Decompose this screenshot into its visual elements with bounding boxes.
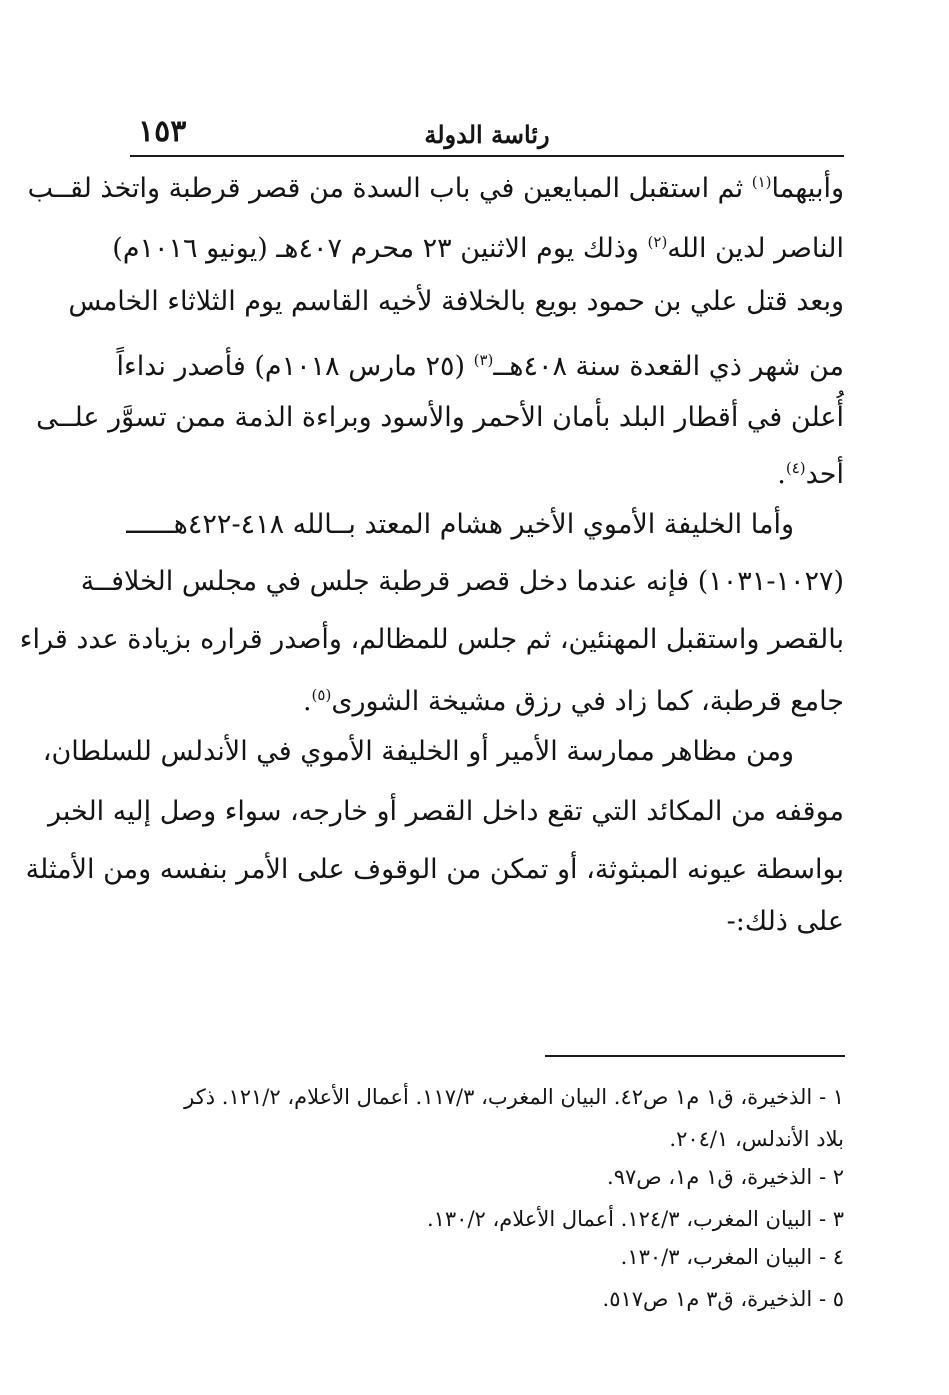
body-line: أُعلن في أقطار البلد بأمان الأحمر والأسود وبراءة الذمة ممن تسوَّر علــى [36,402,844,433]
footnote: ٣ - البيان المغرب، ١٢٤/٣. أعمال الأعلام، ١٣٠/٢. [426,1207,844,1231]
footnote: ٢ - الذخيرة، ق١ م١، ص٩٧. [607,1165,844,1189]
footnote: ٤ - البيان المغرب، ١٣٠/٣. [620,1245,844,1269]
footnote-ref: (١) [751,173,772,191]
body-line: وأما الخليفة الأموي الأخير هشام المعتد بــالله ٤١٨-٤٢٢هــــــ [126,509,794,540]
body-line: ومن مظاهر ممارسة الأمير أو الخليفة الأموي في الأندلس للسلطان، [42,736,794,767]
page-number: ١٥٣ [138,114,187,149]
header-rule [130,155,844,157]
footnote: ٥ - الذخيرة، ق٣ م١ ص٥١٧. [602,1287,844,1311]
footnote-ref: (٢) [647,233,668,251]
page-header [130,112,844,156]
body-line: وبعد قتل علي بن حمود بويع بالخلافة لأخيه القاسم يوم الثلاثاء الخامس [68,286,844,317]
footnote-ref: (٣) [473,351,494,369]
footnote-ref: (٤) [785,459,806,477]
body-line: على ذلك:- [726,906,844,937]
footnote-rule [545,1055,845,1057]
body-line: أحد$^{(٤)}$. [777,459,844,490]
body-line: الناصر لدين الله$^{(٢)}$ وذلك يوم الاثنين ٢٣ محرم ٤٠٧هـ (يونيو ١٠١٦م) [112,233,844,264]
body-line: وأبيهما$^{(١)}$ ثم استقبل المبايعين في باب السدة من قصر قرطبة واتخذ لقــب [27,173,844,204]
body-line: موقفه من المكائد التي تقع داخل القصر أو خارجه، سواء وصل إليه الخبر [47,796,844,827]
body-line: بواسطة عيونه المبثوثة، أو تمكن من الوقوف على الأمر بنفسه ومن الأمثلة [25,854,844,885]
body-line: من شهر ذي القعدة سنة ٤٠٨هــ$^{(٣)}$ (٢٥ مارس ١٠١٨م) فأصدر نداءاً [116,351,844,382]
body-line: جامع قرطبة، كما زاد في رزق مشيخة الشورى$^{(٥)}$. [302,686,844,717]
body-line: (١٠٢٧-١٠٣١) فإنه عندما دخل قصر قرطبة جلس في مجلس الخلافــة [80,566,844,597]
footnote: ١ - الذخيرة، ق١ م١ ص٤٢. البيان المغرب، ١١٧/٣. أعمال الأعلام، ١٢١/٢. ذكر [184,1085,844,1109]
body-line: بالقصر واستقبل المهنئين، ثم جلس للمظالم، وأصدر قراره بزيادة عدد قراء [19,624,844,655]
footnote: بلاد الأندلس، ٢٠٤/١. [669,1127,844,1151]
footnote-ref: (٥) [311,686,332,704]
running-title: رئاسة الدولة [424,120,550,149]
